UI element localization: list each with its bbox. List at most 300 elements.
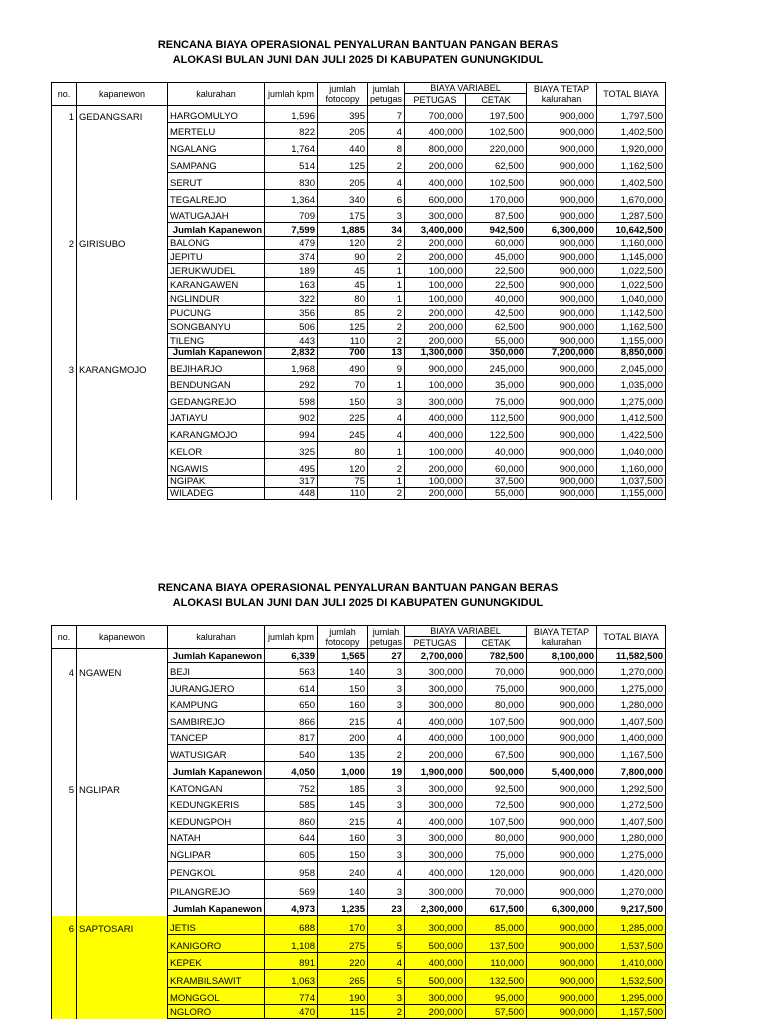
title-line-2: ALOKASI BULAN JUNI DAN JULI 2025 DI KABUPATEN GUNUNGKIDUL (172, 54, 544, 66)
kpm-cell: 569 (265, 880, 318, 899)
biaya-tetap-cell: 900,000 (527, 123, 597, 139)
total-cell: 1,407,500 (597, 712, 666, 729)
total-row (52, 649, 666, 663)
petugas-count-cell: 8 (368, 139, 405, 156)
total-fotocopy: 700 (318, 348, 368, 359)
petugas-cost-cell: 100,000 (405, 264, 466, 278)
total-cell: 1,022,500 (597, 264, 666, 278)
table-row (52, 796, 666, 812)
empty-cell (77, 292, 168, 306)
kapanewon-cell: KARANGMOJO (77, 359, 168, 376)
petugas-cost-cell: 200,000 (405, 745, 466, 762)
biaya-tetap-cell: 900,000 (527, 829, 597, 845)
table-row (52, 712, 666, 729)
header-petugas: PETUGAS (405, 637, 466, 649)
empty-cell (52, 459, 77, 476)
empty-cell (77, 409, 168, 425)
cetak-cost-cell: 102,500 (466, 123, 527, 139)
total-cell: 1,295,000 (597, 988, 666, 1005)
kalurahan-cell: KEPEK (168, 953, 265, 970)
petugas-count-cell: 5 (368, 970, 405, 988)
biaya-tetap-cell: 900,000 (527, 173, 597, 190)
fotocopy-cell: 440 (318, 139, 368, 156)
fotocopy-cell: 80 (318, 292, 368, 306)
empty-cell (77, 935, 168, 953)
cetak-cost-cell: 57,500 (466, 1005, 527, 1019)
kalurahan-cell: BEJI (168, 663, 265, 679)
petugas-count-cell: 4 (368, 425, 405, 442)
biaya-tetap-cell: 900,000 (527, 880, 597, 899)
petugas-count-cell: 2 (368, 250, 405, 264)
biaya-tetap-cell: 900,000 (527, 845, 597, 862)
kpm-cell: 1,596 (265, 106, 318, 123)
petugas-cost-cell: 200,000 (405, 459, 466, 476)
petugas-cost-cell: 400,000 (405, 812, 466, 829)
kalurahan-cell: NGLINDUR (168, 292, 265, 306)
kpm-cell: 902 (265, 409, 318, 425)
biaya-tetap-cell: 900,000 (527, 250, 597, 264)
total-cell: 1,292,500 (597, 779, 666, 796)
table-row (52, 292, 666, 306)
total-cell: 1,920,000 (597, 139, 666, 156)
biaya-tetap-cell: 900,000 (527, 207, 597, 223)
total-cell: 1,537,500 (597, 935, 666, 953)
petugas-cost-cell: 200,000 (405, 250, 466, 264)
fotocopy-cell: 85 (318, 306, 368, 320)
kpm-cell: 470 (265, 1005, 318, 1019)
table-header (52, 626, 666, 649)
empty-cell (77, 762, 168, 779)
total-fotocopy: 1,885 (318, 223, 368, 237)
empty-cell (77, 679, 168, 696)
empty-cell (52, 880, 77, 899)
cetak-cost-cell: 107,500 (466, 812, 527, 829)
empty-cell (52, 376, 77, 392)
empty-cell (52, 278, 77, 292)
total-cell: 1,145,000 (597, 250, 666, 264)
total-kpm: 2,832 (265, 348, 318, 359)
table-row (52, 779, 666, 796)
kalurahan-cell: JEPITU (168, 250, 265, 264)
empty-cell (77, 250, 168, 264)
biaya-tetap-cell: 900,000 (527, 745, 597, 762)
header-jumlah-fotocopy: jumlah fotocopy (318, 626, 368, 649)
kpm-cell: 830 (265, 173, 318, 190)
petugas-cost-cell: 500,000 (405, 970, 466, 988)
empty-cell (52, 442, 77, 459)
total-cell: 1,162,500 (597, 320, 666, 334)
kpm-cell: 443 (265, 334, 318, 348)
petugas-count-cell: 4 (368, 812, 405, 829)
fotocopy-cell: 395 (318, 106, 368, 123)
kalurahan-cell: KEDUNGPOH (168, 812, 265, 829)
kalurahan-cell: BEJIHARJO (168, 359, 265, 376)
kalurahan-cell: WATUGAJAH (168, 207, 265, 223)
kalurahan-cell: TILENG (168, 334, 265, 348)
petugas-count-cell: 4 (368, 729, 405, 745)
table-row (52, 970, 666, 988)
fotocopy-cell: 150 (318, 392, 368, 409)
cetak-cost-cell: 35,000 (466, 376, 527, 392)
fotocopy-cell: 150 (318, 845, 368, 862)
total-cell: 1,400,000 (597, 729, 666, 745)
kpm-cell: 1,968 (265, 359, 318, 376)
empty-cell (77, 123, 168, 139)
petugas-cost-cell: 400,000 (405, 123, 466, 139)
total-label: Jumlah Kapanewon (168, 899, 265, 916)
title-line-1: RENCANA BIAYA OPERASIONAL PENYALURAN BANTUAN PANGAN BERAS (157, 582, 559, 594)
cetak-cost-cell: 112,500 (466, 409, 527, 425)
empty-cell (52, 762, 77, 779)
petugas-count-cell: 2 (368, 488, 405, 500)
total-kpm: 4,973 (265, 899, 318, 916)
cetak-cost-cell: 75,000 (466, 392, 527, 409)
budget-table-2 (51, 625, 666, 1019)
table-row (52, 320, 666, 334)
petugas-count-cell: 3 (368, 796, 405, 812)
kpm-cell: 891 (265, 953, 318, 970)
total-cell: 1,157,500 (597, 1005, 666, 1019)
petugas-cost-cell: 100,000 (405, 292, 466, 306)
header-jumlah-kpm: jumlah kpm (265, 83, 318, 106)
petugas-count-cell: 2 (368, 320, 405, 334)
kpm-cell: 495 (265, 459, 318, 476)
fotocopy-cell: 170 (318, 916, 368, 935)
kpm-cell: 958 (265, 862, 318, 880)
kalurahan-cell: NGIPAK (168, 476, 265, 488)
empty-cell (77, 139, 168, 156)
petugas-cost-cell: 300,000 (405, 663, 466, 679)
biaya-tetap-cell: 900,000 (527, 320, 597, 334)
cetak-cost-cell: 85,000 (466, 916, 527, 935)
empty-cell (77, 320, 168, 334)
total-biaya-tetap: 5,400,000 (527, 762, 597, 779)
total-cell: 1,412,500 (597, 409, 666, 425)
fotocopy-cell: 140 (318, 880, 368, 899)
fotocopy-cell: 215 (318, 812, 368, 829)
total-label: Jumlah Kapanewon (168, 223, 265, 237)
kalurahan-cell: WATUSIGAR (168, 745, 265, 762)
petugas-cost-cell: 400,000 (405, 712, 466, 729)
total-kpm: 4,050 (265, 762, 318, 779)
biaya-tetap-cell: 900,000 (527, 663, 597, 679)
fotocopy-cell: 80 (318, 442, 368, 459)
cetak-cost-cell: 37,500 (466, 476, 527, 488)
petugas-count-cell: 3 (368, 663, 405, 679)
table-body-1 (52, 106, 666, 500)
fotocopy-cell: 225 (318, 409, 368, 425)
empty-cell (52, 829, 77, 845)
total-cell: 1,155,000 (597, 488, 666, 500)
total-petugas: 23 (368, 899, 405, 916)
petugas-cost-cell: 400,000 (405, 729, 466, 745)
header-biaya-tetap: BIAYA TETAP kalurahan (527, 626, 597, 649)
petugas-count-cell: 3 (368, 880, 405, 899)
cetak-cost-cell: 40,000 (466, 292, 527, 306)
biaya-tetap-cell: 900,000 (527, 935, 597, 953)
kalurahan-cell: MONGGOL (168, 988, 265, 1005)
total-cell: 1,420,000 (597, 862, 666, 880)
biaya-tetap-cell: 900,000 (527, 862, 597, 880)
biaya-tetap-cell: 900,000 (527, 988, 597, 1005)
empty-cell (52, 970, 77, 988)
kalurahan-cell: PILANGREJO (168, 880, 265, 899)
petugas-cost-cell: 700,000 (405, 106, 466, 123)
fotocopy-cell: 265 (318, 970, 368, 988)
cetak-cost-cell: 92,500 (466, 779, 527, 796)
empty-cell (77, 306, 168, 320)
total-cell: 1,272,500 (597, 796, 666, 812)
empty-cell (77, 223, 168, 237)
empty-cell (52, 123, 77, 139)
biaya-tetap-cell: 900,000 (527, 779, 597, 796)
fotocopy-cell: 160 (318, 696, 368, 712)
total-cell: 1,035,000 (597, 376, 666, 392)
petugas-count-cell: 2 (368, 237, 405, 250)
kpm-cell: 585 (265, 796, 318, 812)
fotocopy-cell: 490 (318, 359, 368, 376)
total-cell: 1,410,000 (597, 953, 666, 970)
fotocopy-cell: 150 (318, 679, 368, 696)
header-kapanewon: kapanewon (77, 83, 168, 106)
header-jumlah-petugas: jumlah petugas (368, 626, 405, 649)
kalurahan-cell: JURANGJERO (168, 679, 265, 696)
petugas-count-cell: 3 (368, 845, 405, 862)
total-cell: 1,270,000 (597, 663, 666, 679)
cetak-cost-cell: 75,000 (466, 679, 527, 696)
cetak-cost-cell: 72,500 (466, 796, 527, 812)
total-cell: 1,532,500 (597, 970, 666, 988)
total-petugas: 19 (368, 762, 405, 779)
total-fotocopy: 1,000 (318, 762, 368, 779)
petugas-cost-cell: 400,000 (405, 425, 466, 442)
biaya-tetap-cell: 900,000 (527, 442, 597, 459)
total-cell: 1,280,000 (597, 829, 666, 845)
table-row (52, 156, 666, 173)
petugas-cost-cell: 300,000 (405, 207, 466, 223)
kalurahan-cell: BENDUNGAN (168, 376, 265, 392)
header-jumlah-petugas: jumlah petugas (368, 83, 405, 106)
empty-cell (52, 476, 77, 488)
cetak-cost-cell: 80,000 (466, 696, 527, 712)
kpm-cell: 774 (265, 988, 318, 1005)
kapanewon-cell: GEDANGSARI (77, 106, 168, 123)
empty-cell (52, 264, 77, 278)
table-row (52, 953, 666, 970)
petugas-count-cell: 1 (368, 476, 405, 488)
table-row (52, 123, 666, 139)
total-biaya-cetak: 942,500 (466, 223, 527, 237)
cetak-cost-cell: 245,000 (466, 359, 527, 376)
biaya-tetap-cell: 900,000 (527, 679, 597, 696)
biaya-tetap-cell: 900,000 (527, 796, 597, 812)
biaya-tetap-cell: 900,000 (527, 237, 597, 250)
fotocopy-cell: 125 (318, 156, 368, 173)
cetak-cost-cell: 95,000 (466, 988, 527, 1005)
petugas-count-cell: 1 (368, 264, 405, 278)
fotocopy-cell: 200 (318, 729, 368, 745)
petugas-count-cell: 4 (368, 862, 405, 880)
petugas-count-cell: 1 (368, 292, 405, 306)
kpm-cell: 860 (265, 812, 318, 829)
doc-title-1 (51, 38, 665, 68)
cetak-cost-cell: 137,500 (466, 935, 527, 953)
kpm-cell: 292 (265, 376, 318, 392)
empty-cell (77, 812, 168, 829)
total-biaya: 8,850,000 (597, 348, 666, 359)
cetak-cost-cell: 70,000 (466, 880, 527, 899)
kalurahan-cell: NGLORO (168, 1005, 265, 1019)
table-body-2 (52, 649, 666, 1019)
cetak-cost-cell: 62,500 (466, 156, 527, 173)
cetak-cost-cell: 102,500 (466, 173, 527, 190)
kalurahan-cell: PUCUNG (168, 306, 265, 320)
empty-cell (77, 880, 168, 899)
petugas-count-cell: 4 (368, 123, 405, 139)
biaya-tetap-cell: 900,000 (527, 264, 597, 278)
empty-cell (77, 1005, 168, 1019)
total-cell: 1,797,500 (597, 106, 666, 123)
table-row (52, 207, 666, 223)
kapanewon-cell: SAPTOSARI (77, 916, 168, 935)
total-cell: 1,142,500 (597, 306, 666, 320)
kpm-cell: 688 (265, 916, 318, 935)
budget-table-1 (51, 82, 666, 500)
total-petugas: 27 (368, 649, 405, 663)
kalurahan-cell: KARANGAWEN (168, 278, 265, 292)
biaya-tetap-cell: 900,000 (527, 139, 597, 156)
petugas-cost-cell: 200,000 (405, 334, 466, 348)
kpm-cell: 325 (265, 442, 318, 459)
total-cell: 1,275,000 (597, 392, 666, 409)
table-row (52, 476, 666, 488)
kalurahan-cell: NATAH (168, 829, 265, 845)
petugas-cost-cell: 300,000 (405, 679, 466, 696)
kalurahan-cell: BALONG (168, 237, 265, 250)
table-row (52, 359, 666, 376)
kpm-cell: 817 (265, 729, 318, 745)
biaya-tetap-cell: 900,000 (527, 1005, 597, 1019)
total-cell: 1,275,000 (597, 845, 666, 862)
biaya-tetap-cell: 900,000 (527, 812, 597, 829)
table-row (52, 173, 666, 190)
empty-cell (52, 935, 77, 953)
table-row (52, 679, 666, 696)
petugas-cost-cell: 900,000 (405, 359, 466, 376)
biaya-tetap-cell: 900,000 (527, 306, 597, 320)
empty-cell (77, 862, 168, 880)
petugas-cost-cell: 100,000 (405, 442, 466, 459)
petugas-count-cell: 4 (368, 953, 405, 970)
petugas-cost-cell: 600,000 (405, 190, 466, 207)
table-row (52, 1005, 666, 1019)
total-biaya: 7,800,000 (597, 762, 666, 779)
petugas-cost-cell: 100,000 (405, 476, 466, 488)
page-section-2 (51, 581, 665, 1024)
petugas-count-cell: 3 (368, 779, 405, 796)
empty-cell (52, 679, 77, 696)
empty-cell (52, 845, 77, 862)
total-label: Jumlah Kapanewon (168, 649, 265, 663)
biaya-tetap-cell: 900,000 (527, 488, 597, 500)
total-biaya-cetak: 617,500 (466, 899, 527, 916)
kalurahan-cell: NGALANG (168, 139, 265, 156)
kpm-cell: 356 (265, 306, 318, 320)
cetak-cost-cell: 60,000 (466, 459, 527, 476)
petugas-count-cell: 2 (368, 745, 405, 762)
petugas-count-cell: 4 (368, 173, 405, 190)
empty-cell (77, 796, 168, 812)
empty-cell (77, 190, 168, 207)
kpm-cell: 374 (265, 250, 318, 264)
table-row (52, 442, 666, 459)
empty-cell (77, 442, 168, 459)
kapanewon-cell: NGAWEN (77, 663, 168, 679)
empty-cell (52, 696, 77, 712)
total-biaya: 9,217,500 (597, 899, 666, 916)
petugas-cost-cell: 300,000 (405, 779, 466, 796)
fotocopy-cell: 215 (318, 712, 368, 729)
total-row (52, 762, 666, 779)
header-biaya-tetap: BIAYA TETAP kalurahan (527, 83, 597, 106)
cetak-cost-cell: 45,000 (466, 250, 527, 264)
petugas-count-cell: 1 (368, 278, 405, 292)
table-row (52, 334, 666, 348)
total-cell: 1,022,500 (597, 278, 666, 292)
empty-cell (77, 459, 168, 476)
fotocopy-cell: 70 (318, 376, 368, 392)
kpm-cell: 1,364 (265, 190, 318, 207)
total-kpm: 7,599 (265, 223, 318, 237)
total-cell: 2,045,000 (597, 359, 666, 376)
total-fotocopy: 1,565 (318, 649, 368, 663)
table-row (52, 880, 666, 899)
fotocopy-cell: 135 (318, 745, 368, 762)
table-row (52, 696, 666, 712)
petugas-cost-cell: 200,000 (405, 156, 466, 173)
kalurahan-cell: SAMPANG (168, 156, 265, 173)
total-cell: 1,167,500 (597, 745, 666, 762)
petugas-cost-cell: 300,000 (405, 796, 466, 812)
table-row (52, 663, 666, 679)
total-biaya-cetak: 500,000 (466, 762, 527, 779)
total-label: Jumlah Kapanewon (168, 762, 265, 779)
table-row (52, 935, 666, 953)
fotocopy-cell: 115 (318, 1005, 368, 1019)
total-cell: 1,162,500 (597, 156, 666, 173)
empty-cell (52, 1005, 77, 1019)
total-cell: 1,407,500 (597, 812, 666, 829)
header-kalurahan: kalurahan (168, 83, 265, 106)
petugas-cost-cell: 200,000 (405, 237, 466, 250)
cetak-cost-cell: 80,000 (466, 829, 527, 845)
kpm-cell: 644 (265, 829, 318, 845)
petugas-cost-cell: 300,000 (405, 880, 466, 899)
kapanewon-cell: GIRISUBO (77, 237, 168, 250)
row-number: 4 (52, 663, 77, 679)
cetak-cost-cell: 42,500 (466, 306, 527, 320)
petugas-cost-cell: 300,000 (405, 829, 466, 845)
kalurahan-cell: SAMBIREJO (168, 712, 265, 729)
kapanewon-cell: NGLIPAR (77, 779, 168, 796)
petugas-cost-cell: 400,000 (405, 953, 466, 970)
kalurahan-cell: KELOR (168, 442, 265, 459)
cetak-cost-cell: 75,000 (466, 845, 527, 862)
empty-cell (52, 409, 77, 425)
petugas-cost-cell: 400,000 (405, 409, 466, 425)
empty-cell (52, 190, 77, 207)
header-cetak: CETAK (466, 94, 527, 106)
